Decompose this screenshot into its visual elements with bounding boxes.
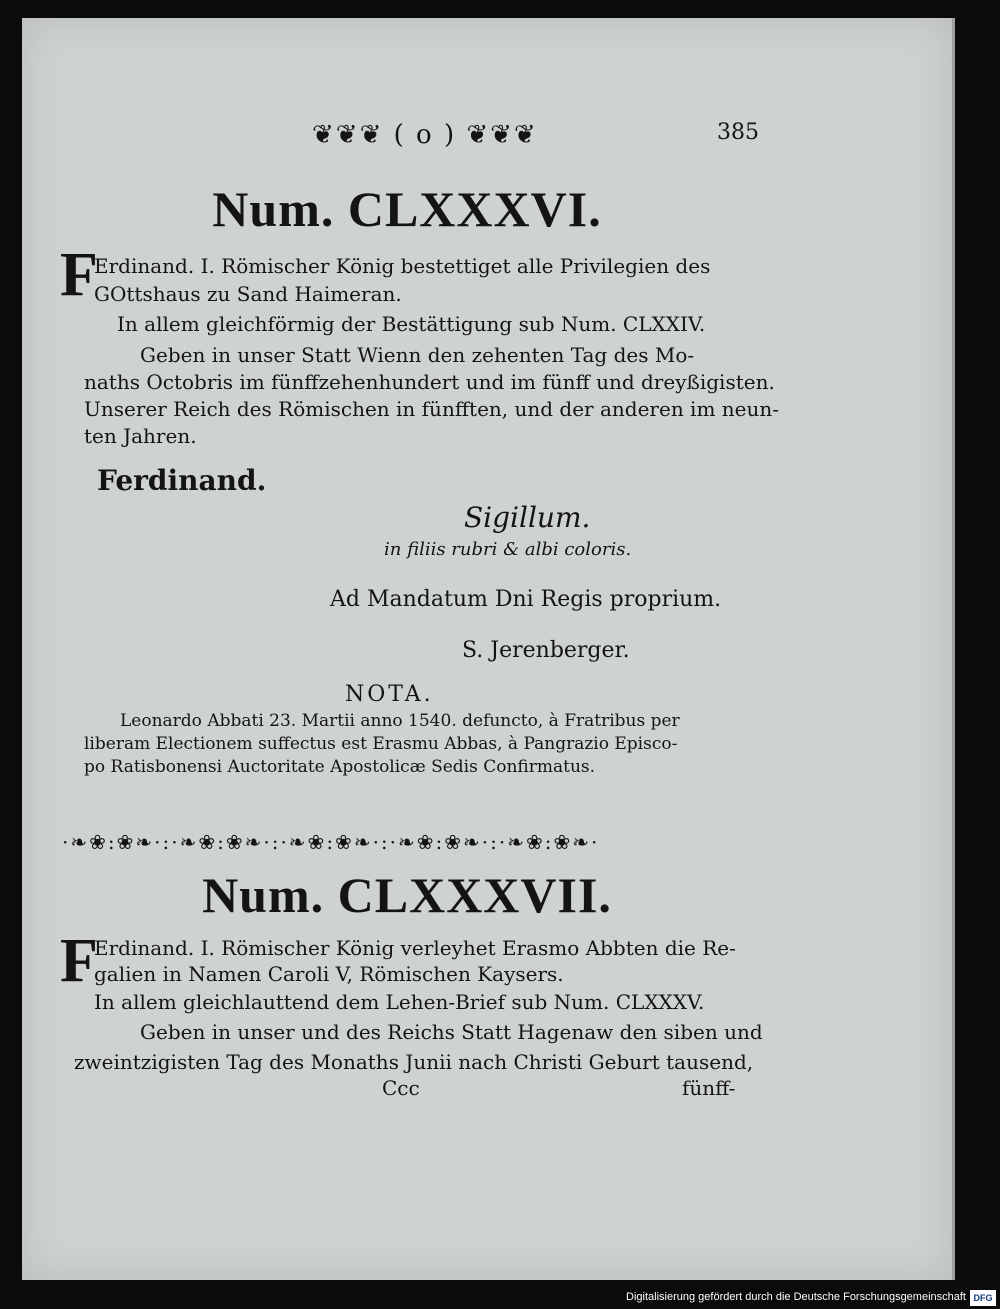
catchword: fünff-: [682, 1076, 736, 1100]
signature: Ferdinand.: [97, 464, 267, 497]
footer-credit: Digitalisierung gefördert durch die Deutsche Forschungsgemeinschaft: [626, 1291, 966, 1303]
text-line: naths Octobris im fünffzehenhundert und im fünff und dreyßigisten.: [84, 370, 775, 394]
sigillum: Sigillum.: [464, 501, 591, 534]
document-page: [22, 18, 955, 1280]
ornamental-divider: ·❧❀:❀❧·:·❧❀:❀❧·:·❧❀:❀❧·:·❧❀:❀❧·:·❧❀:❀❧·: [62, 830, 600, 854]
text-line: Erdinand. I. Römischer König bestettiget alle Privilegien des: [94, 254, 711, 278]
header-ornament: ❦❦❦ ( o ) ❦❦❦: [312, 120, 538, 150]
countersignature: S. Jerenberger.: [462, 638, 630, 663]
text-line: Erdinand. I. Römischer König verleyhet Erasmo Abbten die Re-: [94, 936, 736, 960]
text-line: Unserer Reich des Römischen in fünfften, und der anderen im neun-: [84, 397, 780, 421]
text-line: Geben in unser und des Reichs Statt Hagenaw den siben und: [140, 1020, 763, 1044]
document-title-186: Num. CLXXXVI.: [212, 181, 602, 237]
text-line: ten Jahren.: [84, 424, 197, 448]
drop-cap: F: [60, 927, 98, 995]
text-line: In allem gleichlauttend dem Lehen-Brief sub Num. CLXXXV.: [94, 990, 705, 1014]
nota-line: Leonardo Abbati 23. Martii anno 1540. defuncto, à Fratribus per: [120, 711, 680, 731]
nota-line: po Ratisbonensi Auctoritate Apostolicæ Sedis Confirmatus.: [84, 757, 596, 777]
catchword-signature: Ccc: [382, 1076, 420, 1100]
text-line: galien in Namen Caroli V, Römischen Kaysers.: [94, 962, 564, 986]
text-line: In allem gleichförmig der Bestättigung sub Num. CLXXIV.: [117, 312, 706, 336]
nota-heading: NOTA.: [345, 682, 434, 707]
document-title-187: Num. CLXXXVII.: [202, 867, 612, 923]
sigillum-note: in filiis rubri & albi coloris.: [384, 539, 632, 560]
text-line: zweintzigisten Tag des Monaths Junii nach Christi Geburt tausend,: [74, 1050, 754, 1074]
page-number: 385: [717, 120, 759, 145]
mandate-line: Ad Mandatum Dni Regis proprium.: [330, 587, 722, 612]
nota-line: liberam Electionem suffectus est Erasmu Abbas, à Pangrazio Episco-: [84, 734, 678, 754]
dfg-logo: DFG: [970, 1290, 996, 1306]
text-line: Geben in unser Statt Wienn den zehenten Tag des Mo-: [140, 343, 695, 367]
drop-cap: F: [60, 241, 98, 309]
text-line: GOttshaus zu Sand Haimeran.: [94, 282, 402, 306]
